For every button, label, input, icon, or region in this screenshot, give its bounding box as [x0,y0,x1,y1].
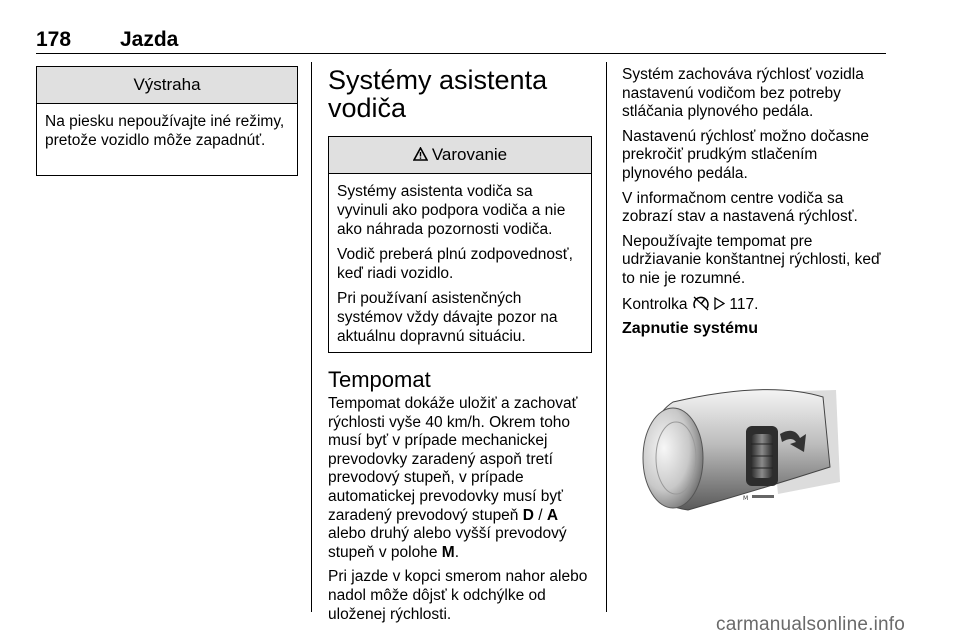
warning-triangle-icon [413,137,428,173]
right-paragraph-3: V informačnom centre vodiča sa zobrazí stav a nastavená rýchlosť. [622,189,858,226]
subsection-title: Tempomat [328,367,431,392]
header-rule [36,53,886,54]
slash-separator: / [533,506,547,524]
warning-paragraph-2: Vodič preberá plnú zodpovednosť, keď riadi vozidlo. [337,246,573,282]
page-reference-icon [714,296,729,313]
right-column [622,66,890,345]
indicator-line [622,295,890,315]
chapter-title: Jazda [120,28,179,51]
caution-box-text [37,104,297,162]
column-divider-right [606,62,607,612]
gear-m-label: M [441,543,455,561]
warning-paragraph-1: Systémy asistenta vodiča sa vyvinuli ako podpora vodiča a nie ako náhrada pozornosti vodiča. [337,183,566,238]
column-divider-left [311,62,312,612]
stalk-illustration [618,372,868,522]
page-header [36,28,886,52]
stalk-marking: M [743,495,749,502]
right-paragraph-2: Nastavenú rýchlosť možno dočasne prekročiť prudkým stlačením plynového pedála. [622,127,870,182]
warning-box [328,136,592,353]
switch-on-heading: Zapnutie systému [622,320,759,338]
right-paragraph-1: Systém zachováva rýchlosť vozidla nastavenú vodičom bez potreby stláčania plynového pedála. [622,66,864,121]
caution-box-title: Výstraha [37,67,297,104]
cruise-control-stalk-figure [618,372,868,522]
right-paragraph-4: Nepoužívajte tempomat pre udržiavanie konštantnej rýchlosti, keď to nie je rozumné. [622,232,881,287]
indicator-prefix: Kontrolka [622,295,688,313]
warning-box-title [329,137,591,174]
caution-box [36,66,298,176]
gear-d-label: D [522,506,534,524]
warning-paragraph-3: Pri používaní asistenčných systémov vždy dávajte pozor na aktuálnu dopravnú situáciu. [337,290,558,345]
watermark: carmanualsonline.info [716,614,906,635]
middle-column [328,66,592,630]
section-title-line1: Systémy asistenta [328,65,548,95]
cruise-control-indicator-icon [692,296,714,313]
section-title [328,66,592,122]
paragraph-end: . [454,543,459,561]
gear-a-label: A [546,506,559,524]
cruise-control-paragraph-2: Pri jazde v kopci smerom nahor alebo nadol môže dôjsť k odchýlke od uloženej rýchlosti. [328,568,588,623]
paragraph-text: alebo druhý alebo vyšší prevodový stupeň v polohe [328,525,567,561]
caution-paragraph: Na piesku nepoužívajte iné režimy, pretože vozidlo môže zapadnúť. [45,113,285,149]
section-title-line2: vodiča [328,93,407,123]
warning-box-body [329,174,591,352]
indicator-page-ref: 117. [729,295,759,313]
cruise-control-paragraph-1 [328,395,592,562]
warning-title-text: Varovanie [431,145,508,164]
paragraph-text: Tempomat dokáže uložiť a zachovať rýchlosti vyše 40 km/h. Okrem toho musí byť v prípade mechanickej prevodovky zaradený aspoň tretí prevodový stupeň, v prípade automatickej prevodovky musí byť zaradený prevodový stupeň [328,395,578,524]
page-number: 178 [36,28,72,51]
